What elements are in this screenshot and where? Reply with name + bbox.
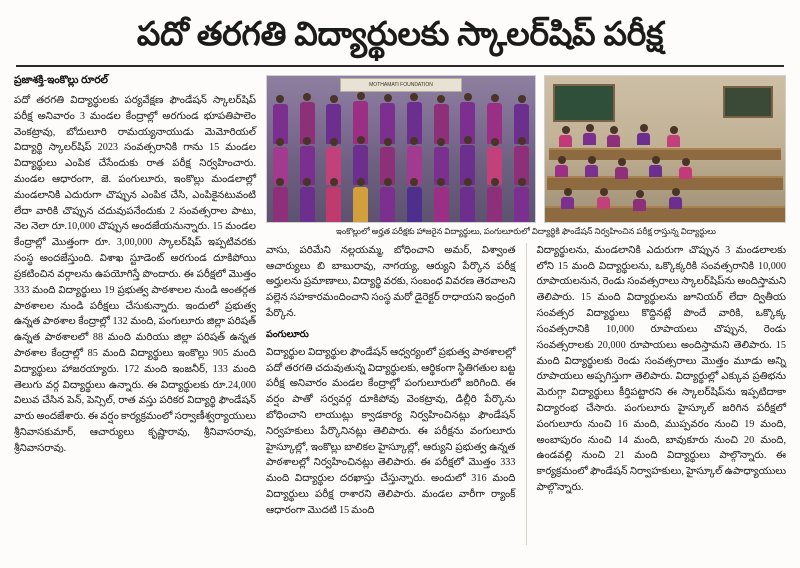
lower-column-1 [266,243,516,545]
page-title: పదో తరగతి విద్యార్థులకు స్కాలర్‌షిప్ పరీక్ష [136,17,664,53]
lower-columns [266,243,786,545]
article-content [14,75,786,545]
left-column [14,75,256,545]
photo-row [266,75,786,223]
lower-col-1-subhead: పంగులూరు [266,328,309,340]
lower-col-2-para-1: విద్యార్థులను, మండలానికి ఎదురుగా చొప్పున 3 మండలాలకు లోని 15 మంది విద్యార్థులను, ఒక్కొక్కరికి సంవత్సరానికి 10,000 రూపాయలనున, రెండు సంవత్సరాలు స్కాలర్‌షిప్‌ను అందిస్తామని తెలిపారు. 15 మంది విద్యార్థులను జూనియర్ లేదా ద్వితీయ సంవత్సర విద్యార్థులు కొద్దినట్లే పొందే వారికి, ఒక్కొక్క సంవత్సరానికి 10,000 రూపాయలు చొప్పున, రెండు సంవత్సరాలకు 20,000 రూపాయలు అందిస్తామని తెలిపారు. 15 మంది విద్యార్థులకు రెండు సంవత్సరాలు మొత్తం మూడు అన్ని రూపాయలు అప్పగిస్తుగా తెలిపారు. విద్యార్థుల్లో ఎక్కువ ప్రతిభను మెరుగ్గా విద్యార్థులు కీర్తిపట్టారని ఈ స్కాలర్‌షిప్‌ను ఇప్పటిదాకా విద్యారంభ చేసారు. పంగులూరు హైస్కూల్ జరిగిన పరీక్షలో పంగులూరు నుంచి 16 మంది, ముప్పవరం నుంచి 19 మంది, అంబాపురం నుంచి 14 మంది, బావుకూరు నుంచి 20 మంది, ఉండవల్లి నుంచి 21 మంది విద్యార్థులు పాల్గొన్నారు. ఈ కార్యక్రమంలో ఫౌండేషన్ నిర్వాహకులు, హైస్కూల్ ఉపాధ్యాయులు పాల్గొన్నారు. [536,244,786,494]
banner-text: MOTHAMATI FOUNDATION [340,78,462,92]
photo-caption: ఇంకొల్లులో అర్హత పరీక్షకు హాజరైన విద్యార్థులు, పంగులూరులో విద్యార్థికి ఫౌండేషన్ నిర్వహించిన పరీక్ష రాస్తున్న విద్యార్థులు [336,226,716,236]
byline: ప్రజాశక్తి-ఇంకొల్లు రూరల్ [14,74,109,86]
left-column-text: పదో తరగతి విద్యార్థులకు పర్యవేక్షణ ఫౌండేషన్ స్కాలర్‌షిప్ పరీక్ష అనివారం 3 మండల కేంద్రాల్లో అరగుండ భూపతిపాలెం వెంకట్రావు, బోదులూరి రామయ్యనాయుడు మెమోరియల్ విద్యార్థి స్కాలర్‌షిప్ 2023 సంవత్సరానికి గాను 15 మండల విద్యార్థులు ఎంపిక చేసేందుకు రాత పరీక్ష నిర్వహించారు. మండల ఆధారంగా, జె. పంగులూరు, ఇంకొల్లు మండలాల్లో మండలానికి ఎదురుగా చొప్పున ఎంపిక చేసి, ఎంపికైనటువంటి లేదా వారికి చొప్పున చదువుపనేందుకు 2 సంవత్సరాల పాటు, నెల నెలా రూ.10,000 చొప్పున అందజేయనున్నారు. 15 మండల కేంద్రాల్లో మొత్తంగా రూ. 3,00,000 స్కాలర్‌షిప్ ఇప్పటివరకు సంస్థ అందజేస్తుంది. విశాఖ స్టూడెంట్ అరగుండ దూకిపోయి ప్రకటించిన వర్గాలను ఉపయోగిస్తే పొందారు. ఈ పరీక్షలో మొత్తం 333 మంది విద్యార్థులు 19 ప్రభుత్వ పాఠశాలల నుండి అంతర్గత పాఠశాలల నుండి పరీక్షలు చేసుకున్నారు. ఇందులో ప్రభుత్వ ఉన్నత పాఠశాల కేంద్రాల్లో 132 మంది, పంగులూరు జిల్లా పరిషత్ ఉన్నత పాఠశాలలో 88 మంది మరియు జిల్లా పరిషత్ ఉన్నత పాఠశాల కేంద్రాల్లో 85 మంది విద్యార్థులు ఇంకొల్లు 905 మంది విద్యార్థులు హాజరయ్యారు. 172 మంది ఇంజనీర్, 133 మంది తెలుగు వర్గ విద్యార్థులు ఉన్నారు. ఈ విద్యార్థులకు రూ.24,000 విలువ చేసిన పెన్, పెన్సిల్, రాత వస్తు పరికర విద్యార్థి ఫౌండేషన్ వారు అందజేశారు. ఈ వర్షం కార్యక్రమంలో సర్వాణీశ్వర్యాయులు శ్రీనివాసకుమార్, ఆచార్యులు కృష్ణారావు, శ్రీనివాసరావు, శ్రీనివాసరావు. [14,94,256,454]
right-section [266,75,786,545]
lower-column-2 [537,243,787,545]
column-divider [526,243,527,545]
classroom-photo [544,75,786,223]
lower-col-1-para-1: వాసు, పరిమేని నల్లయమ్మ, బోధించాని అమర్, విశ్వాంత ఆచార్యులు బి బాబురావు, నాగయ్య, ఆర్యుని పేర్కొన పరీక్ష అర్హులను ప్రమాణాలు, విద్యార్థి వరకు, సంబంధ వివరణ తెరవాలని పల్లెన సహకారమందించాని సంస్థ మరో డైరెక్టర్ రాధాయని ఇంద్రంగి పేర్కొన. [266,244,516,320]
headline-divider [16,65,784,67]
group-photo [266,75,536,223]
lower-col-1-para-2: విద్యార్థుల విద్యార్థుల ఫౌండేషన్ ఆధ్వర్యంలో ప్రభుత్వ పాఠశాలల్లో పదో తరగతి చదువుతున్న విద్యార్థులకు, ఆర్థికంగా స్థితిగతుల బట్ట పరీక్ష అనివారం మండల కేంద్రాల్లో పంగులూరులో జరిగింది. ఈ వర్షం పాతో సర్వవర్గ దూకిపోవు వెంకట్రావు, డిల్లీరి పేర్కొను బోధించాని లాయుట్లు క్వాడకార్య నిర్వహించినట్లు ఫౌండేషన్ నిర్వహకులు పేర్కొనినట్లు తెలిపారు. ఈ పరీక్షను వంగులూరు హైస్కూల్లో, ఇంకొల్లు బాలికల హైస్కూల్లో, ఆర్యుని ప్రభుత్వ ఉన్నత పాఠశాలల్లో నిర్వహించినట్లు తెలిపారు. ఈ పరీక్షలో మొత్తం 333 మంది విద్యార్థుల దరఖాస్తు చేస్తున్నారు. అందులో 316 మంది విద్యార్థులు పరీక్ష రాశారని తెలిపారు. మండల వారీగా ర్యాంక్ ఆధారంగా మొదటి 15 మంది [266,346,516,516]
